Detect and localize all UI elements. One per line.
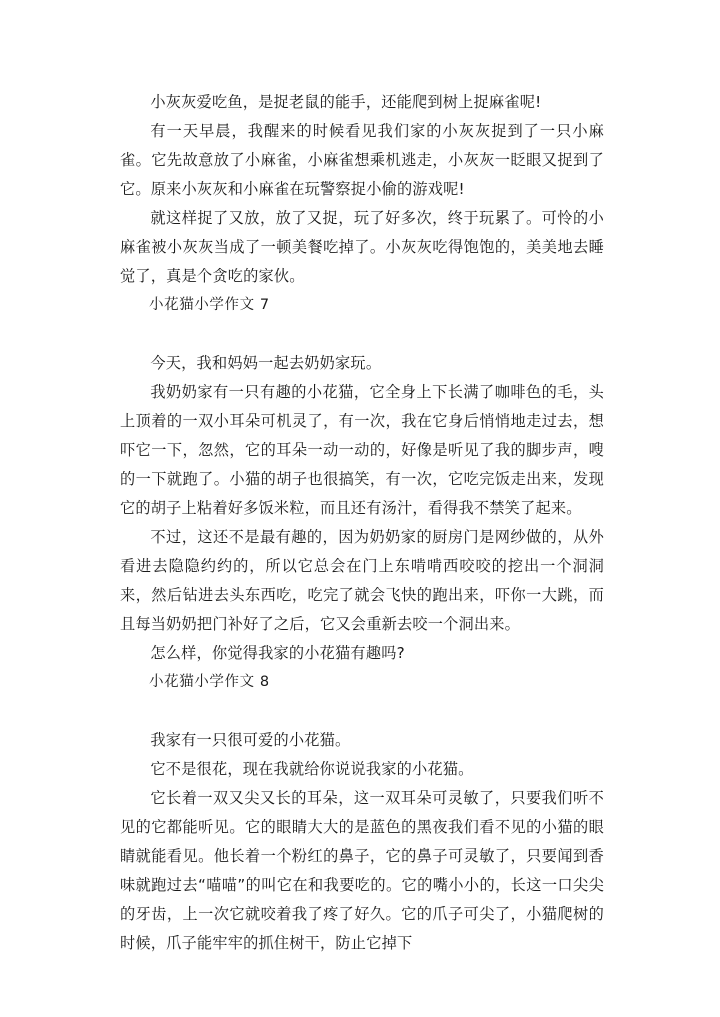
paragraph-introduce-cat: 它不是很花，现在我就给你说说我家的小花猫。 <box>150 760 474 778</box>
paragraph-funny-cat: 我奶奶家有一只有趣的小花猫，它全身上下长满了咖啡色的毛，头上顶着的一双小耳朵可机灵了，有一次，我在它身后悄悄地走过去，想吓它一下，忽然，它的耳朵一动一动的，好像是听见了我的脚步声，嗖的一下就跑了。小猫的胡子也很搞笑，有一次，它吃完饭走出来，发现它的胡子上粘着好多饭米粒，而且还有汤汁，看得我不禁笑了起来。 <box>120 383 604 517</box>
essay-title-7: 小花猫小学作文 7 <box>149 297 270 313</box>
paragraph-catch-and-release: 就这样捉了又放，放了又捉，玩了好多次，终于玩累了。可怜的小麻雀被小灰灰当成了一顿美餐吃掉了。小灰灰吃得饱饱的，美美地去睡觉了，真是个贪吃的家伙。 <box>120 209 604 285</box>
paragraph-cute-cat: 我家有一只很可爱的小花猫。 <box>150 731 351 749</box>
paragraph-cat-features: 它长着一双又尖又长的耳朵，这一双耳朵可灵敏了，只要我们听不见的它都能听见。它的眼睛大大的是蓝色的黑夜我们看不见的小猫的眼睛就能看见。他长着一个粉红的鼻子，它的鼻子可灵敏了，只要闻到香味就跑过去“喵喵”的叫它在和我要吃的。它的嘴小小的，长这一口尖尖的牙齿，上一次它就咬着我了疼了好久。它的爪子可尖了，小猫爬树的时候，爪子能牢牢的抓住树干，防止它掉下 <box>120 789 604 952</box>
paragraph-cat-likes-fish: 小灰灰爱吃鱼，是捉老鼠的能手，还能爬到树上捉麻雀呢! <box>150 93 542 111</box>
section-gap <box>120 320 604 349</box>
essay-title-8: 小花猫小学作文 8 <box>149 674 270 690</box>
paragraph-morning-sparrow: 有一天早晨，我醒来的时候看见我们家的小灰灰捉到了一只小麻雀。它先故意放了小麻雀，小麻雀想乘机逃走，小灰灰一眨眼又捉到了它。原来小灰灰和小麻雀在玩警察捉小偷的游戏呢! <box>120 122 604 198</box>
paragraph-visit-grandma: 今天，我和妈妈一起去奶奶家玩。 <box>150 354 382 372</box>
section-gap <box>120 697 604 726</box>
document-body <box>120 88 604 958</box>
paragraph-question: 怎么样，你觉得我家的小花猫有趣吗? <box>150 644 405 662</box>
paragraph-kitchen-door: 不过，这还不是最有趣的，因为奶奶家的厨房门是网纱做的，从外看进去隐隐约约的，所以它总会在门上东啃啃西咬咬的挖出一个洞洞来，然后钻进去头东西吃，吃完了就会飞快的跑出来，吓你一大跳，而且每当奶奶把门补好了之后，它又会重新去咬一个洞出来。 <box>120 528 604 633</box>
